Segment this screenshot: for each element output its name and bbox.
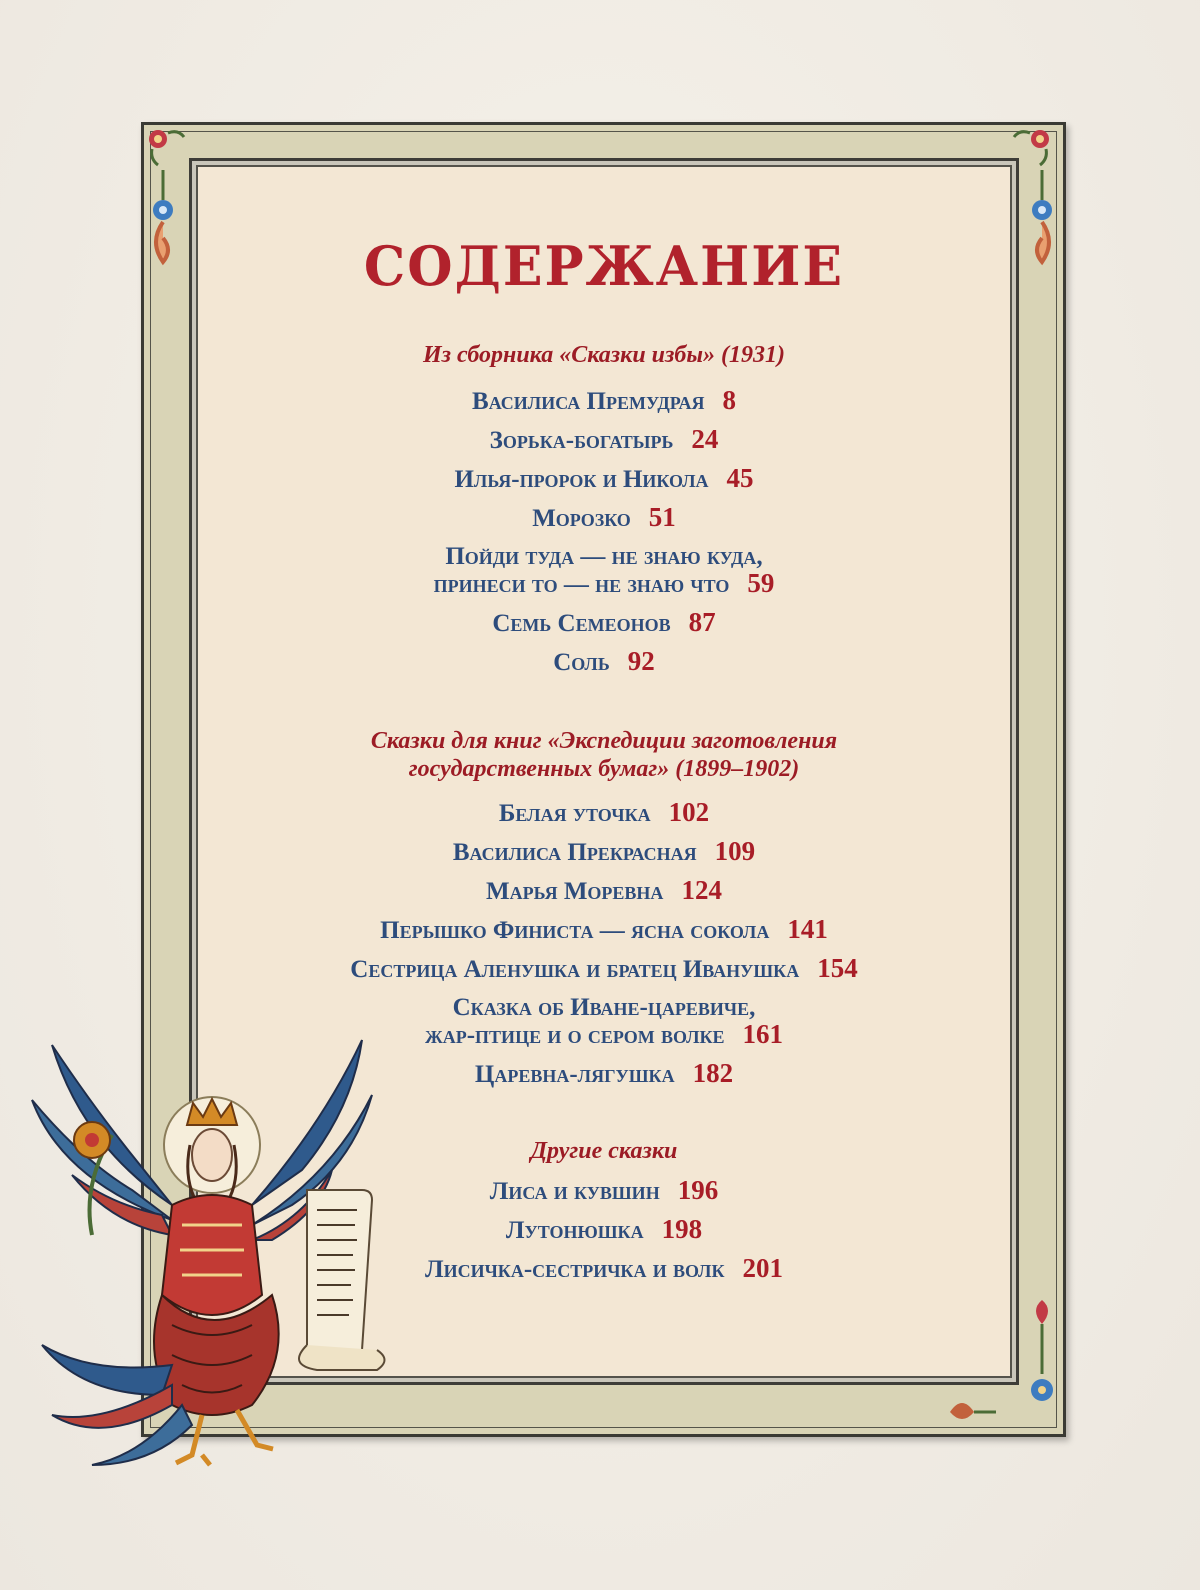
entry-page: 198 — [661, 1214, 703, 1244]
entry-title-line1: Пойди туда — не знаю куда, — [445, 543, 763, 570]
entry-page: 109 — [714, 836, 756, 866]
entry-page: 45 — [726, 463, 754, 493]
flower-ornament-icon — [144, 125, 190, 171]
toc-entry[interactable] — [189, 993, 1019, 1022]
entry-title-line1: Сказка об Иване-царевиче, — [452, 994, 756, 1021]
entry-page: 24 — [691, 424, 719, 454]
toc-entry[interactable] — [189, 464, 1019, 494]
tulip-ornament-icon — [940, 1388, 1000, 1434]
vine-ornament-icon — [1024, 170, 1060, 290]
entry-title: Соль — [553, 649, 610, 676]
entry-title: Сестрица Аленушка и братец Иванушка — [350, 956, 800, 983]
toc-entry[interactable] — [189, 876, 1019, 906]
toc-entry[interactable] — [189, 608, 1019, 638]
entry-page: 92 — [627, 646, 655, 676]
entry-page: 161 — [742, 1019, 784, 1049]
entry-page: 182 — [692, 1058, 734, 1088]
entry-title: Марья Моревна — [486, 878, 664, 905]
section-heading: Другие сказки — [530, 1138, 678, 1164]
entry-title: Лиса и кувшин — [489, 1178, 660, 1205]
entry-title: Лутонюшка — [505, 1217, 644, 1244]
toc-entry[interactable] — [189, 542, 1019, 571]
toc-entry[interactable] — [189, 915, 1019, 945]
entry-page: 141 — [787, 914, 828, 944]
page-title: СОДЕРЖАНИЕ — [363, 234, 845, 299]
toc-entry[interactable] — [189, 569, 1019, 599]
entry-title: Зорька-богатырь — [489, 427, 674, 454]
section-heading: государственных бумаг» (1899–1902) — [408, 756, 800, 782]
entry-title: Белая уточка — [498, 800, 651, 827]
toc-entry[interactable] — [189, 647, 1019, 677]
entry-title: Семь Семеонов — [492, 610, 671, 637]
section-heading-line1: Сказки для книг «Экспедиции заготовления — [370, 728, 838, 754]
entry-title: Морозко — [532, 505, 631, 532]
toc-entry[interactable] — [189, 954, 1019, 984]
toc-entry[interactable] — [189, 425, 1019, 455]
entry-page: 51 — [648, 502, 676, 532]
flower-ornament-icon — [1024, 1290, 1060, 1410]
entry-title: жар-птице и о сером волке — [424, 1022, 725, 1049]
entry-title: Василиса Прекрасная — [452, 839, 697, 866]
sirin-bird-icon — [22, 1035, 387, 1480]
section-heading: Из сборника «Сказки избы» (1931) — [422, 342, 786, 368]
vine-ornament-icon — [145, 170, 181, 290]
entry-page: 87 — [688, 607, 716, 637]
entry-title: Царевна-лягушка — [474, 1061, 675, 1088]
toc-entry[interactable] — [189, 798, 1019, 828]
entry-title: Перышко Финиста — ясна сокола — [380, 917, 770, 944]
entry-title: Лисичка-сестричка и волк — [424, 1256, 725, 1283]
toc-entry[interactable] — [189, 503, 1019, 533]
toc-entry[interactable] — [189, 837, 1019, 867]
entry-page: 59 — [747, 568, 775, 598]
toc-entry[interactable] — [189, 386, 1019, 416]
entry-page: 8 — [722, 385, 736, 415]
entry-page: 196 — [677, 1175, 719, 1205]
entry-page: 154 — [817, 953, 858, 983]
entry-title: Василиса Премудрая — [472, 388, 705, 415]
entry-title: Илья-пророк и Никола — [454, 466, 709, 493]
entry-page: 201 — [742, 1253, 784, 1283]
entry-page: 124 — [681, 875, 722, 905]
entry-title: принеси то — не знаю что — [433, 571, 730, 598]
entry-page: 102 — [668, 797, 710, 827]
